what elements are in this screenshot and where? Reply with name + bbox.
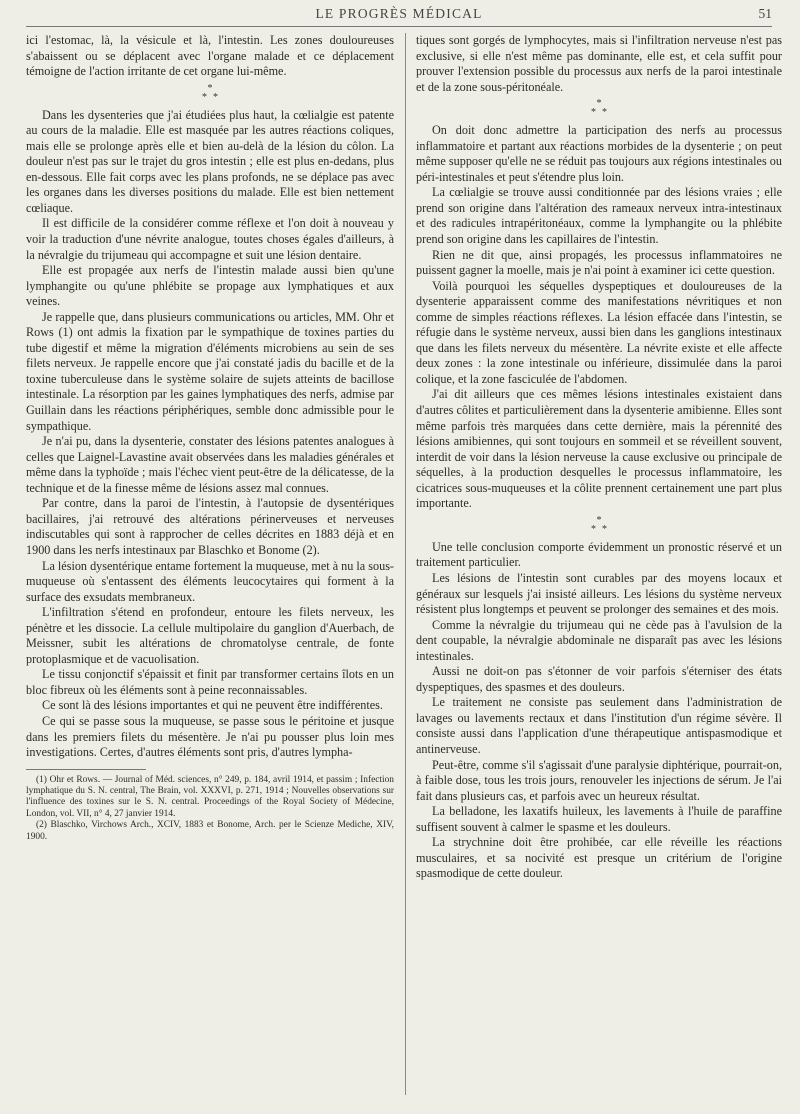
paragraph: Les lésions de l'intestin sont curables par des moyens locaux et généraux sur lesquels j'ai insisté ailleurs. Les lésions du système nerveux résistent plus longtemps et peuvent se prolonger des semaines et des mois. xyxy=(416,570,782,617)
separator-star: * xyxy=(202,91,213,103)
paragraph: Peut-être, comme s'il s'agissait d'une paralysie diphtérique, pourrait-on, à faible dose, tous les trois jours, renouveler les injections de sérum. Je l'ai fait dans plusieurs cas, et parfois avec un heureux résultat. xyxy=(416,757,782,803)
separator-stars-pair xyxy=(416,525,782,534)
paragraph: Ce sont là des lésions importantes et qui ne peuvent être indifférentes. xyxy=(42,698,383,713)
paragraph: L'infiltration s'étend en profondeur, entoure les filets nerveux, les pénètre et les dissocie. La cellule multipolaire du ganglion d'Auerbach, de Meissner, subit les altérations de chromatolyse centrale, de fonte protoplasmique et de vacuolisation. xyxy=(26,605,394,666)
paragraph: Elle est propagée aux nerfs de l'intestin malade aussi bien qu'une lymphangite ou qu'une phlébite se propage aux lymphatiques et aux veines. xyxy=(26,263,394,309)
paragraph: La strychnine doit être prohibée, car elle réveille les réactions musculaires, et sa nocivité est presque un critérium de l'origine spasmodique de cette douleur. xyxy=(416,835,782,881)
footnote: (2) Blaschko, Virchows Arch., XCIV, 1883 et Bonome, Arch. per le Scienze Mediche, XIV, 1900. xyxy=(26,820,394,842)
paragraph: Je rappelle que, dans plusieurs communications ou articles, MM. Ohr et Rows (1) ont admis la fixation par le sympathique de toxines parties du tube digestif et même la migration d'éléments microbiens au sein de ses filets nerveux. Je rappelle encore que j'ai constaté jadis du bacille et de la toxine tuberculeuse dans le système solaire de sujets atteints de bacillose intestinale. La résorption par les gaines lymphatiques des nerfs, admise par Guillain dans les réactions périphériques, semble donc admissible pour le sympathique. xyxy=(26,309,394,433)
separator-star: * xyxy=(602,523,613,535)
separator-star: * xyxy=(213,91,224,103)
right-column xyxy=(416,33,782,882)
paragraph: Voilà pourquoi les séquelles dyspeptiques et douloureuses de la dysenterie apparaissent comme des manifestations névritiques et non comme de simples réactions réflexes. La lésion effacée dans l'intestin, se réfugie dans le système nerveux, aussi bien dans les ganglions intestinaux que dans les filets nerveux du mésentère. La névrite existe et elle affecte deux zones : la zone intestinale ou inférieure, dissimulée dans la paroi colique, et la zone fasciculée de l'abdomen. xyxy=(416,278,782,386)
separator-star: * xyxy=(602,107,613,119)
paragraph: On doit donc admettre la participation des nerfs au processus inflammatoire et partant aux réactions morbides de la dysenterie ; on peut même supposer qu'elle ne se réduit pas toujours aux régions intestinales ou péri-intestinales et peut s'étendre plus loin. xyxy=(416,123,782,184)
separator-star: * xyxy=(207,82,213,94)
page-number: 51 xyxy=(758,6,772,21)
paragraph: Une telle conclusion comporte évidemment un pronostic réservé et un traitement particulier. xyxy=(416,539,782,570)
running-head xyxy=(26,6,772,24)
left-column xyxy=(26,33,394,843)
paragraph: ici l'estomac, là, la vésicule et là, l'intestin. Les zones douloureuses s'abaissent ou se déplacent avec l'organe malade et ce déplacement témoigne de l'action irritante de cet organe lui-même. xyxy=(26,33,394,79)
paragraph: Le tissu conjonctif s'épaissit et finit par transformer certains îlots en un bloc fibreux où les éléments sont à peine reconnaissables. xyxy=(26,667,394,697)
separator-stars-pair xyxy=(416,108,782,117)
paragraph: J'ai dit ailleurs que ces mêmes lésions intestinales existaient dans d'autres côlites et particulièrement dans la dysenterie amibienne. Elles sont même parfois très marquées dans cette dernière, mais la pérennité des lésions amibiennes, qui sont toujours en sommeil et se réveillent souvent, interdit de voir dans la lésion nerveuse la cause exclusive ou principale de séquelles, à la production desquelles le processus inflammatoire, les cicatrices sous-muqueuses et la côlite prennent certainement une part plus importante. xyxy=(416,387,782,511)
column-divider xyxy=(405,33,406,1095)
paragraph: La cœlialgie se trouve aussi conditionnée par des lésions vraies ; elle prend son origine dans l'altération des rameaux nerveux intra-intestinaux et des radicules intrapéritonéaux, comme la lymphangite ou la phlébite prend son origine dans les capillaires de l'intestin. xyxy=(416,185,782,247)
paragraph: tiques sont gorgés de lymphocytes, mais si l'infiltration nerveuse n'est pas exclusive, si elle n'est même pas dominante, elle est, et cela suffit pour prouver l'extension possible du processus aux nerfs de la paroi intestinale et de la zone sous-péritonéale. xyxy=(416,33,782,94)
paragraph: Le traitement ne consiste pas seulement dans l'administration de lavages ou lavements rectaux et dans l'institution d'un régime sévère. Il consiste aussi dans l'application d'une thérapeutique antispasmodique et antinerveuse. xyxy=(416,695,782,756)
section-separator xyxy=(416,99,782,117)
section-separator xyxy=(26,84,394,102)
paragraph: Comme la névralgie du trijumeau qui ne cède pas à l'avulsion de la dent coupable, la névralgie abdominale ne disparaît pas avec les lésions intestinales. xyxy=(416,617,782,663)
footnote-rule xyxy=(26,769,146,770)
separator-star: * xyxy=(596,98,602,110)
paragraph: La belladone, les laxatifs huileux, les lavements à l'huile de paraffine suffisent souvent à calmer le spasme et les douleurs. xyxy=(416,804,782,834)
paragraph: Ce qui se passe sous la muqueuse, se passe sous le péritoine et jusque dans les premiers filets du mésentère. Je n'ai pu pousser plus loin mes investigations. Certes, d'autres éléments sont pris, d'autres lympha- xyxy=(26,713,394,760)
header-rule xyxy=(26,26,772,27)
separator-star: * xyxy=(591,523,602,535)
paragraph: Rien ne dit que, ainsi propagés, les processus inflammatoires ne puissent gagner la moelle, mais je n'ai point à examiner ici cette question. xyxy=(416,247,782,278)
separator-stars-pair xyxy=(26,93,394,102)
paragraph: La lésion dysentérique entame fortement la muqueuse, met à nu la sous-muqueuse où s'entassent des éléments leucocytaires qui forment à la surface des exsudats membraneux. xyxy=(26,558,394,604)
paragraph: Par contre, dans la paroi de l'intestin, à l'autopsie de dysentériques bacillaires, j'ai retrouvé des altérations périnerveuses et nerveuses indiscutables qui sont à rapprocher de celles décrites en 1883 déjà et en 1900 dans les nerfs intestinaux par Blaschko et Bonome (2). xyxy=(26,496,394,557)
separator-star: * xyxy=(591,107,602,119)
paragraph: Aussi ne doit-on pas s'étonner de voir parfois s'éterniser des états dyspeptiques, des spasmes et des douleurs. xyxy=(416,664,782,694)
paragraph: Il est difficile de la considérer comme réflexe et l'on doit à nouveau y voir la traduction d'une névrite analogue, toutes choses égales d'ailleurs, à la névralgie du trijumeau qui accompagne et suit une lésion dentaire. xyxy=(26,216,394,262)
section-separator xyxy=(416,516,782,534)
running-title: LE PROGRÈS MÉDICAL xyxy=(315,6,483,21)
paragraph: Dans les dysenteries que j'ai étudiées plus haut, la cœlialgie est patente au cours de la maladie. Elle est masquée par les autres réactions coliques, mais elle se prolonge après elle et bien au-delà de la lésion du côlon. La douleur n'est pas sur le trajet du gros intestin ; elle est plus en-dedans, plus en-dessous. Elle fait corps avec les plans profonds, ne se déplace pas avec les organes dans les diverses positions du malade. Elle est bien nettement cœliaque. xyxy=(26,107,394,215)
footnote: (1) Ohr et Rows. — Journal of Méd. sciences, n° 249, p. 184, avril 1914, et passim ; Infection lymphatique du S. N. central, The Brain, vol. XXXVI, p. 271, 1914 ; Nouvelles observations sur l'influence des toxines sur le S. N. central. Proceedings of the Royal Society of Médecine, London, vol. VII, n° 4, 27 janvier 1914. xyxy=(26,774,394,819)
separator-star: * xyxy=(596,514,602,526)
paragraph: Je n'ai pu, dans la dysenterie, constater des lésions patentes analogues à celles que Laignel-Lavastine avait observées dans les maladies générales et même dans la typhoïde ; mais l'échec vient peut-être de la délicatesse, de la technique et de la finesse même de lésions assez mal connues. xyxy=(26,434,394,495)
